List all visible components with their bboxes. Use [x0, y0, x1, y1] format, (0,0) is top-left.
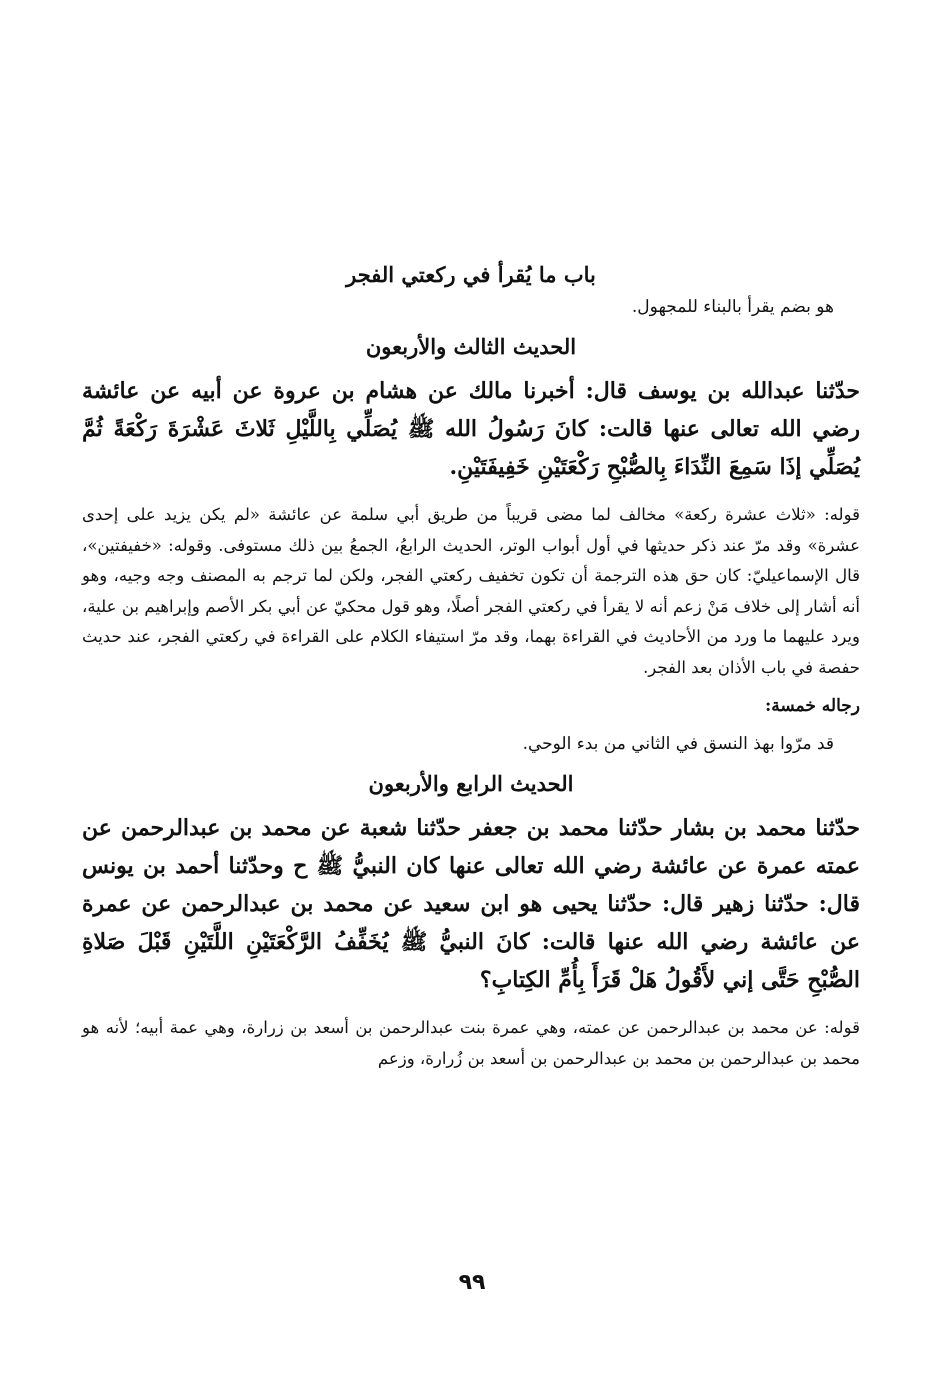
- page-number: ٩٩: [458, 1270, 486, 1295]
- spacer: [82, 721, 860, 729]
- spacer: [82, 801, 860, 809]
- hadith-43-narrators-note: قد مرّوا بهذ النسق في الثاني من بدء الوحي.: [522, 734, 834, 754]
- hadith-44-text: حدّثنا محمد بن بشار حدّثنا محمد بن جعفر حدّثنا شعبة عن محمد بن عبدالرحمن عن عمته عمرة عن عائشة رضي الله تعالى عنها كان النبيُّ ﷺ ح وحدّثنا أحمد بن يونس قال: حدّثنا زهير قال: حدّثنا يحيى هو ابن سعيد عن محمد بن عبدالرحمن عن عمرة عن عائشة رضي الله عنها قالت: كانَ النبيُّ ﷺ يُخَفِّفُ الرَّكْعَتَيْنِ اللَّتَيْنِ قَبْلَ صَلاةِ الصُّبْحِ حَتَّى إني لأَقُولُ هَلْ قَرَأَ بِأُمِّ الكِتابِ؟: [82, 815, 860, 993]
- chapter-title: باب ما يُقرأ في ركعتي الفجر: [346, 262, 596, 287]
- hadith-43-commentary: قوله: «ثلاث عشرة ركعة» مخالف لما مضى قريباً من طريق أبي سلمة عن عائشة «لم يكن يزيد على إحدى عشرة» وقد مرّ عند ذكر حديثها في أول أبواب الوتر، الحديث الرابعُ، الجمعُ بين ذلك مستوفى. وقوله: «خفيفتين»، قال الإسماعيليّ: كان حق هذه الترجمة أن تكون تخفيف ركعتي الفجر، ولكن لما ترجم به المصنف وجه وجيه، وهو أنه أشار إلى خلاف مَنْ زعم أنه لا يقرأ في ركعتي الفجر أصلًا، وهو قول محكيّ عن أبي بكر الأصم وإبراهيم بن علية، ويرد عليهما ما ورد من الأحاديث في القراءة بهما، وقد مرّ استيفاء الكلام على القراءة في ركعتي الفجر، عند حديث حفصة في باب الأذان بعد الفجر.: [82, 505, 860, 677]
- hadith-43-heading: الحديث الثالث والأربعون: [365, 334, 577, 359]
- chapter-note: هو بضم يقرأ بالبناء للمجهول.: [631, 297, 834, 317]
- spacer: [82, 683, 860, 691]
- spacer: [82, 999, 860, 1013]
- hadith-43-narrators-label: رجاله خمسة:: [764, 696, 860, 716]
- hadith-44-commentary: قوله: عن محمد بن عبدالرحمن عن عمته، وهي عمرة بنت عبدالرحمن بن أسعد بن زرارة، وهي عمة أبيه؛ لأنه هو محمد بن عبدالرحمن بن محمد بن عبدالرحمن بن أسعد بن زُرارة، وزعم: [82, 1018, 860, 1068]
- hadith-43-text: حدّثنا عبدالله بن يوسف قال: أخبرنا مالك عن هشام بن عروة عن أبيه عن عائشة رضي الله تعالى عنها قالت: كانَ رَسُولُ الله ﷺ يُصَلِّي بِاللَّيْلِ ثَلاثَ عَشْرَةَ رَكْعَةً ثُمَّ يُصَلِّي إذَا سَمِعَ النِّدَاءَ بِالصُّبْحِ رَكْعَتَيْنِ خَفِيفَتَيْنِ.: [82, 378, 860, 480]
- spacer: [82, 364, 860, 372]
- spacer: [82, 486, 860, 500]
- page-content: [82, 258, 860, 1074]
- spacer: [82, 759, 860, 767]
- hadith-44-heading: الحديث الرابع والأربعون: [368, 771, 574, 796]
- spacer: [82, 322, 860, 330]
